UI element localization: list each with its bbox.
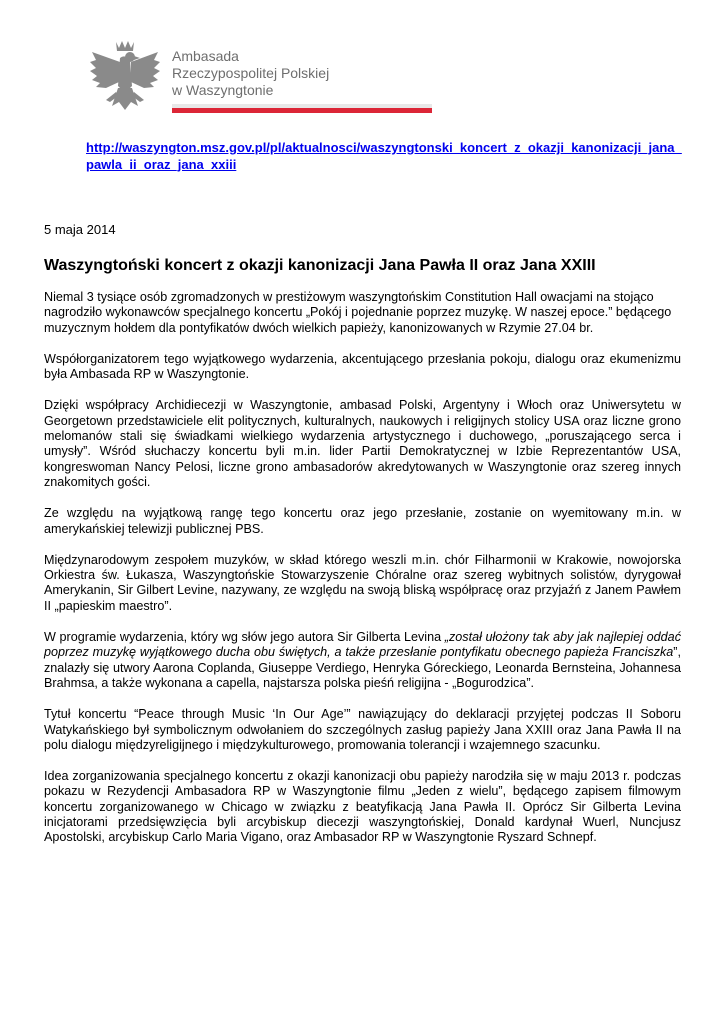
- paragraph-6: [44, 630, 681, 691]
- paragraph-6-end: ”, znalazły się utwory Aarona Coplanda, Giuseppe Verdiego, Henryka Góreckiego, Leonarda Bernsteina, Johannesa Brahmsa, a także wykonana a capella, najstarsza polska pieśń religijna - „Bogurodzica”.: [44, 645, 681, 690]
- embassy-header: [86, 38, 351, 124]
- paragraph-3: Dzięki współpracy Archidiecezji w Waszyngtonie, ambasad Polski, Argentyny i Włoch oraz Uniwersytetu w Georgetown przedstawiciele elit politycznych, kulturalnych, naukowych i religijnych stolicy USA oraz liczne grono melomanów stali się świadkami wielkiego wydarzenia artystycznego i duchowego, „poruszającego serca i umysły”. Wśród słuchaczy koncertu byli m.in. lider Partii Demokratycznej w Izbie Reprezentantów USA, kongreswoman Nancy Pelosi, liczne grono ambasadorów akredytowanych w Waszyngtonie oraz szereg innych znakomitych gości.: [44, 398, 681, 489]
- embassy-name-line-1: Ambasada: [172, 48, 239, 64]
- embassy-name-line-3: w Waszyngtonie: [172, 82, 274, 98]
- paragraph-8: Idea zorganizowania specjalnego koncertu z okazji kanonizacji obu papieży narodziła się w maju 2013 r. podczas pokazu w Rezydencji Ambasadora RP w Waszyngtonie filmu „Jeden z wielu”, będącego zapisem filmowym koncertu zorganizowanego w Chicago w związku z beatyfikacją Jana Pawła II. Oprócz Sir Gilberta Levina inicjatorami przedsięwzięcia byli arcybiskup diecezji waszyngtońskiej, Donald kardynał Wuerl, Nuncjusz Apostolski, arcybiskup Carlo Maria Vigano, oraz Ambasador RP w Waszyngtonie Ryszard Schnepf.: [44, 769, 681, 845]
- paragraph-4: Ze względu na wyjątkową rangę tego koncertu oraz jego przesłanie, zostanie on wyemitowany m.in. w amerykańskiej telewizji publicznej PBS.: [44, 506, 681, 536]
- paragraph-2: Współorganizatorem tego wyjątkowego wydarzenia, akcentującego przesłania pokoju, dialogu oraz ekumenizmu była Ambasada RP w Waszyngtonie.: [44, 351, 681, 382]
- paragraph-1: Niemal 3 tysiące osób zgromadzonych w prestiżowym waszyngtońskim Constitution Hall owacjami na stojąco nagrodziło wykonawców specjalnego koncertu „Pokój i pojednanie poprzez muzykę. W naszej epoce.” będącego muzycznym hołdem dla pontyfikatów dwóch wielkich papieży, kanonizowanych w Rzymie 27.04 br.: [44, 290, 672, 335]
- embassy-name-line-2: Rzeczypospolitej Polskiej: [172, 65, 330, 81]
- polish-eagle-emblem-icon: [86, 38, 164, 124]
- article-date: 5 maja 2014: [44, 222, 116, 237]
- article-title: Waszyngtoński koncert z okazji kanonizacji Jana Pawła II oraz Jana XXIII: [44, 257, 596, 274]
- embassy-name: [172, 48, 329, 99]
- flag-divider: [172, 104, 432, 114]
- flag-red-stripe: [172, 108, 432, 113]
- paragraph-5: Międzynarodowym zespołem muzyków, w skład którego weszli m.in. chór Filharmonii w Krakowie, nowojorska Orkiestra św. Łukasza, Waszyngtońskie Stowarzyszenie Chóralne oraz szereg wybitnych solistów, dyrygował Amerykanin, Sir Gilbert Levine, nazywany, ze względu na swoją bliską współpracę oraz przyjaźń z Janem Pawłem II „papieskim maestro”.: [44, 552, 681, 613]
- article-body: [44, 290, 681, 862]
- source-url-link[interactable]: http://waszyngton.msz.gov.pl/pl/aktualnosci/waszyngtonski_koncert_z_okazji_kanonizacji_jana_pawla_ii_oraz_jana_xxiii: [86, 140, 682, 172]
- paragraph-7: Tytuł koncertu “Peace through Music ‘In Our Age’” nawiązujący do deklaracji przyjętej podczas II Soboru Watykańskiego był symbolicznym odwołaniem do szczególnych zasług papieży Jana XXIII oraz Jana Pawła II na polu dialogu międzyreligijnego i międzykulturowego, promowania tolerancji i wzajemnego szacunku.: [44, 707, 681, 752]
- paragraph-6-start: W programie wydarzenia, który wg słów jego autora Sir Gilberta Levina: [44, 630, 445, 645]
- paragraph-6-quote: „został ułożony tak aby jak najlepiej oddać poprzez muzykę wyjątkowego ducha obu świętych, a także przesłanie pontyfikatu obecnego papieża Franciszka: [44, 630, 681, 660]
